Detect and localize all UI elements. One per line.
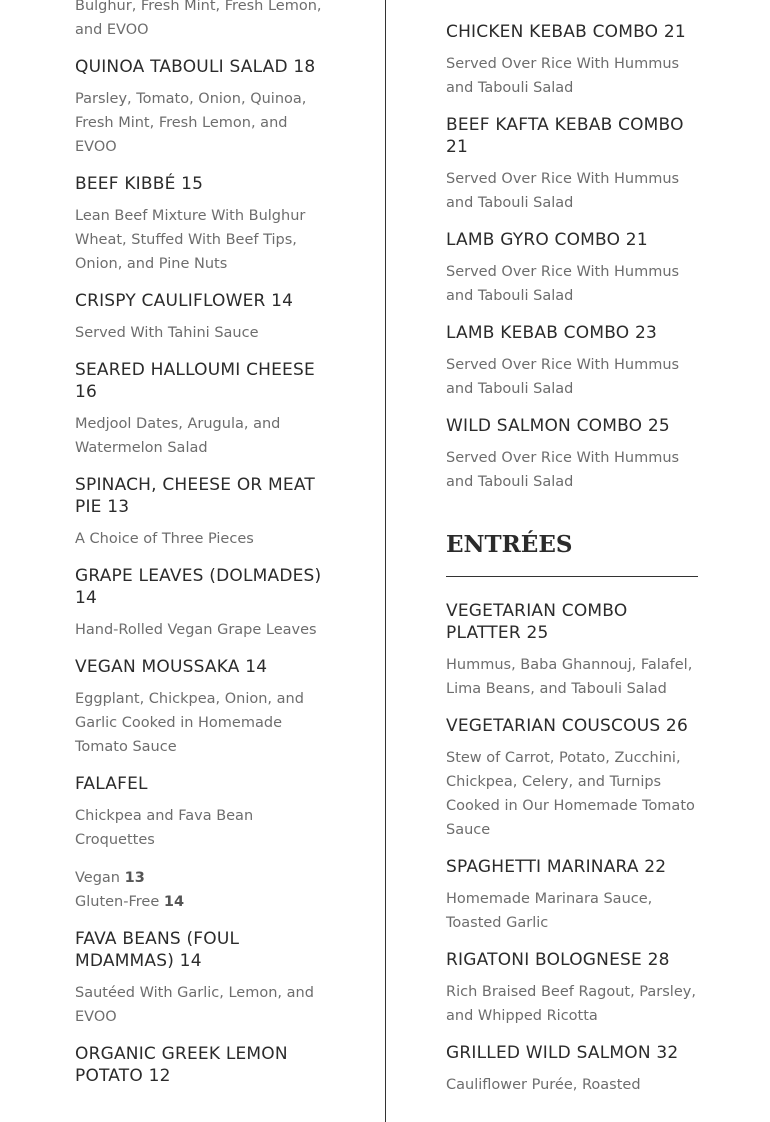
menu-item [446, 1042, 698, 1097]
menu-item [446, 322, 698, 401]
menu-item [446, 856, 698, 935]
menu-item-name: LAMB KEBAB COMBO 23 [446, 323, 657, 343]
menu-item-name: FAVA BEANS (FOUL MDAMMAS) 14 [75, 929, 240, 971]
menu-item-description: Hand-Rolled Vegan Grape Leaves [75, 622, 317, 638]
right-menu-column [446, 21, 698, 1111]
menu-item-description: Chickpea and Fava Bean Croquettes [75, 808, 254, 848]
menu-item-name: QUINOA TABOULI SALAD 18 [75, 57, 316, 77]
section-divider [446, 576, 698, 577]
menu-item-description: Hummus, Baba Ghannouj, Falafel, Lima Beans, and Tabouli Salad [446, 657, 693, 697]
menu-item-name: SPINACH, CHEESE OR MEAT PIE 13 [75, 475, 315, 517]
menu-item [75, 56, 327, 159]
menu-item-description: Rich Braised Beef Ragout, Parsley, and Whipped Ricotta [446, 984, 696, 1024]
menu-item-description: Served Over Rice With Hummus and Tabouli Salad [446, 56, 680, 96]
menu-item [75, 173, 327, 276]
menu-item-name: GRILLED WILD SALMON 32 [446, 1043, 679, 1063]
price-option-vegan [75, 866, 327, 890]
menu-item-description: Served Over Rice With Hummus and Tabouli Salad [446, 171, 680, 211]
menu-item-name: RIGATONI BOLOGNESE 28 [446, 950, 670, 970]
menu-item [75, 474, 327, 551]
menu-item-falafel [75, 773, 327, 914]
menu-item-name: GRAPE LEAVES (DOLMADES) 14 [75, 566, 322, 608]
menu-item-description: Stew of Carrot, Potato, Zucchini, Chickpea, Celery, and Turnips Cooked in Our Homemade Tomato Sauce [446, 750, 695, 838]
menu-item [446, 229, 698, 308]
menu-item [75, 565, 327, 642]
menu-item [75, 928, 327, 1029]
menu-item-name: LAMB GYRO COMBO 21 [446, 230, 648, 250]
menu-item [446, 715, 698, 842]
left-menu-column [75, 0, 327, 1087]
menu-item-description: Parsley, Tomato, Onion, Quinoa, Fresh Mint, Fresh Lemon, and EVOO [75, 91, 307, 155]
menu-item-description: Served Over Rice With Hummus and Tabouli Salad [446, 450, 680, 490]
menu-item-name: SPAGHETTI MARINARA 22 [446, 857, 667, 877]
price-option-price: 14 [163, 894, 185, 910]
menu-item-description: Eggplant, Chickpea, Onion, and Garlic Cooked in Homemade Tomato Sauce [75, 691, 304, 755]
menu-item-description: Sautéed With Garlic, Lemon, and EVOO [75, 985, 314, 1025]
menu-item [75, 656, 327, 759]
menu-item-name: VEGAN MOUSSAKA 14 [75, 657, 268, 677]
menu-item-name: SEARED HALLOUMI CHEESE 16 [75, 360, 315, 402]
price-option-gluten-free [75, 890, 327, 914]
menu-item-name: ORGANIC GREEK LEMON POTATO 12 [75, 1044, 288, 1086]
menu-item-description: Homemade Marinara Sauce, Toasted Garlic [446, 891, 653, 931]
menu-item [75, 290, 327, 345]
menu-item-name: WILD SALMON COMBO 25 [446, 416, 670, 436]
price-option-label: Vegan [75, 870, 120, 886]
menu-item [75, 359, 327, 460]
section-title-entrees: ENTRÉES [446, 531, 573, 558]
menu-item-description: Cauliflower Purée, Roasted [446, 1077, 641, 1093]
menu-item-name: CRISPY CAULIFLOWER 14 [75, 291, 294, 311]
menu-item-description: Medjool Dates, Arugula, and Watermelon Salad [75, 416, 281, 456]
menu-item-description: Served Over Rice With Hummus and Tabouli Salad [446, 357, 680, 397]
price-option-price: 13 [124, 870, 145, 886]
menu-item [446, 600, 698, 701]
menu-item-name: BEEF KAFTA KEBAB COMBO 21 [446, 115, 684, 157]
menu-item-name: VEGETARIAN COMBO PLATTER 25 [446, 601, 628, 643]
menu-item [446, 114, 698, 215]
menu-item-description: Lean Beef Mixture With Bulghur Wheat, Stuffed With Beef Tips, Onion, and Pine Nuts [75, 208, 306, 272]
menu-item-description: Served With Tahini Sauce [75, 325, 259, 341]
menu-item-name: FALAFEL [75, 774, 148, 794]
menu-item-name: CHICKEN KEBAB COMBO 21 [446, 22, 686, 42]
menu-item [446, 949, 698, 1028]
menu-item-name: VEGETARIAN COUSCOUS 26 [446, 716, 688, 736]
menu-item [75, 1043, 327, 1087]
partial-item-description: Bulghur, Fresh Mint, Fresh Lemon, and EVOO [75, 0, 322, 38]
menu-item [446, 415, 698, 494]
menu-item-description: A Choice of Three Pieces [75, 531, 254, 547]
menu-item-name: BEEF KIBBÉ 15 [75, 174, 204, 194]
column-divider [385, 0, 386, 1122]
price-option-label: Gluten-Free [75, 894, 160, 910]
menu-item [446, 21, 698, 100]
menu-item-description: Served Over Rice With Hummus and Tabouli Salad [446, 264, 680, 304]
